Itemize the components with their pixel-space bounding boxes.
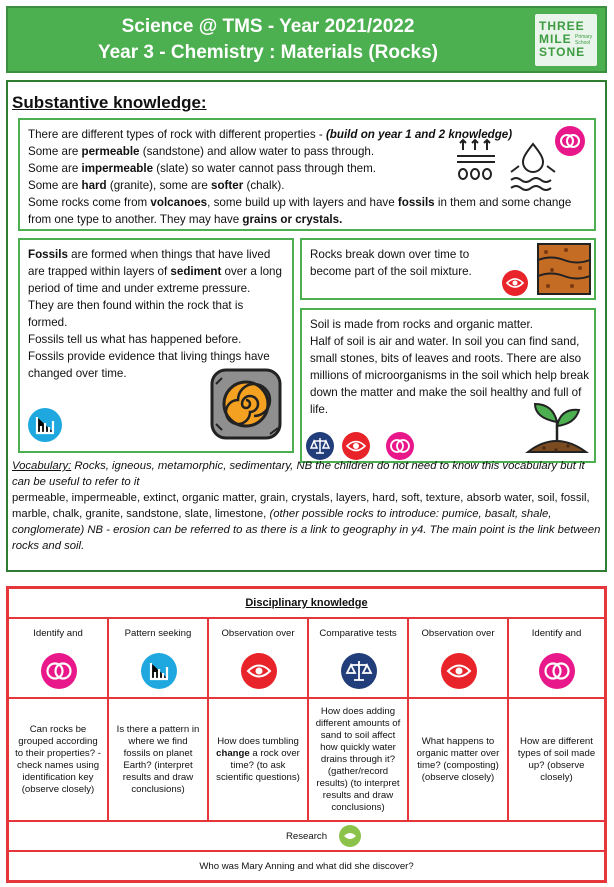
column-question-4: How does adding different amounts of sand to soil affect how quickly water drains through it? (gather/record results) (to interpret results and draw conclusions)	[308, 698, 408, 821]
venn-icon	[386, 432, 414, 460]
logo-tagline: Primary School	[575, 34, 593, 46]
scales-icon	[306, 432, 334, 460]
eye-icon	[241, 653, 277, 689]
logo-word-2: MILE	[539, 32, 572, 46]
school-logo	[535, 14, 597, 66]
eye-icon	[342, 432, 370, 460]
venn-icon	[41, 653, 77, 689]
column-heading-4: Comparative tests	[308, 618, 408, 698]
eye-icon	[441, 653, 477, 689]
column-heading-3: Observation over	[208, 618, 308, 698]
column-heading-5: Observation over	[408, 618, 508, 698]
column-question-6: How are different types of soil made up? (observe closely)	[508, 698, 605, 821]
eye-icon	[502, 270, 528, 296]
column-question-2: Is there a pattern in where we find fossils on planet Earth? (interpret results and draw conclusions)	[108, 698, 208, 821]
bar-chart-icon	[28, 408, 62, 442]
column-question-1: Can rocks be grouped according to their properties? - check names using identification key (observe closely)	[8, 698, 108, 821]
bar-chart-icon	[141, 653, 177, 689]
research-label: Research	[285, 831, 328, 842]
permeability-icon	[455, 136, 565, 196]
rock-types-box: There are different types of rock with different properties - (build on year 1 and 2 knowledge) Some are permeable (sandstone) and allow water to pass through. Some are impermeable (slate) so water cannot pass through them. Some are hard (granite), some are softer (chalk). Some rocks come from volcanoes, some build up with layers and have fossils in them and some change from one type to another. They may have grains or crystals.	[18, 118, 596, 231]
research-row	[8, 821, 605, 851]
vocabulary-title: Vocabulary:	[12, 460, 72, 472]
column-question-3: How does tumbling change a rock over time? (to ask scientific questions)	[208, 698, 308, 821]
column-question-5: What happens to organic matter over time? (composting) (observe closely)	[408, 698, 508, 821]
seedling-in-soil-icon	[524, 400, 590, 460]
page-header	[6, 6, 607, 73]
substantive-title: Substantive knowledge:	[12, 93, 207, 112]
fossil-ammonite-icon	[206, 364, 286, 444]
column-heading-2: Pattern seeking	[108, 618, 208, 698]
research-question-row: Who was Mary Anning and what did she discover?	[8, 851, 605, 881]
fossils-box: Fossils are formed when things that have lived are trapped within layers of sediment over a long period of time and under extreme pressure. They are then found within the rock that is formed. Fossils tell us what has happened before. Fossils provide evidence that living things have changed over time.	[18, 238, 294, 453]
disciplinary-knowledge-table	[6, 586, 607, 883]
disciplinary-title-cell: Disciplinary knowledge	[8, 588, 605, 618]
soil-layers-icon	[536, 242, 592, 296]
research-icon	[339, 825, 361, 847]
logo-word-1: THREE	[539, 19, 585, 33]
soil-box: Soil is made from rocks and organic matter. Half of soil is air and water. In soil you can find sand, small stones, bits of leaves and roots. There are also millions of microorganisms in the soil which help break down the matter and make the soil healthy and full of life.	[300, 308, 596, 463]
scales-icon	[341, 653, 377, 689]
column-heading-1: Identify and	[8, 618, 108, 698]
rock-breakdown-box: Rocks break down over time to become part of the soil mixture.	[300, 238, 596, 300]
column-heading-6: Identify and	[508, 618, 605, 698]
venn-icon	[539, 653, 575, 689]
header-title-line1: Science @ TMS - Year 2021/2022	[121, 16, 415, 37]
vocabulary-section: Vocabulary: Rocks, igneous, metamorphic, sedimentary, NB the children do not need to know this vocabulary but it can be useful to refer to it permeable, impermeable, extinct, organic matter, grain, crystals, layers, hard, soft, texture, absorb water, soil, fossil, marble, chalk, granite, sandstone, slate, limestone, (other possible rocks to introduce: pumice, basalt, shale, conglomerate) NB - erosion can be referred to as there is a link to geography in y4. The main point is the link between rocks and soil.	[12, 460, 601, 552]
logo-word-3: STONE	[539, 45, 586, 59]
header-title-line2: Year 3 - Chemistry : Materials (Rocks)	[97, 42, 439, 63]
